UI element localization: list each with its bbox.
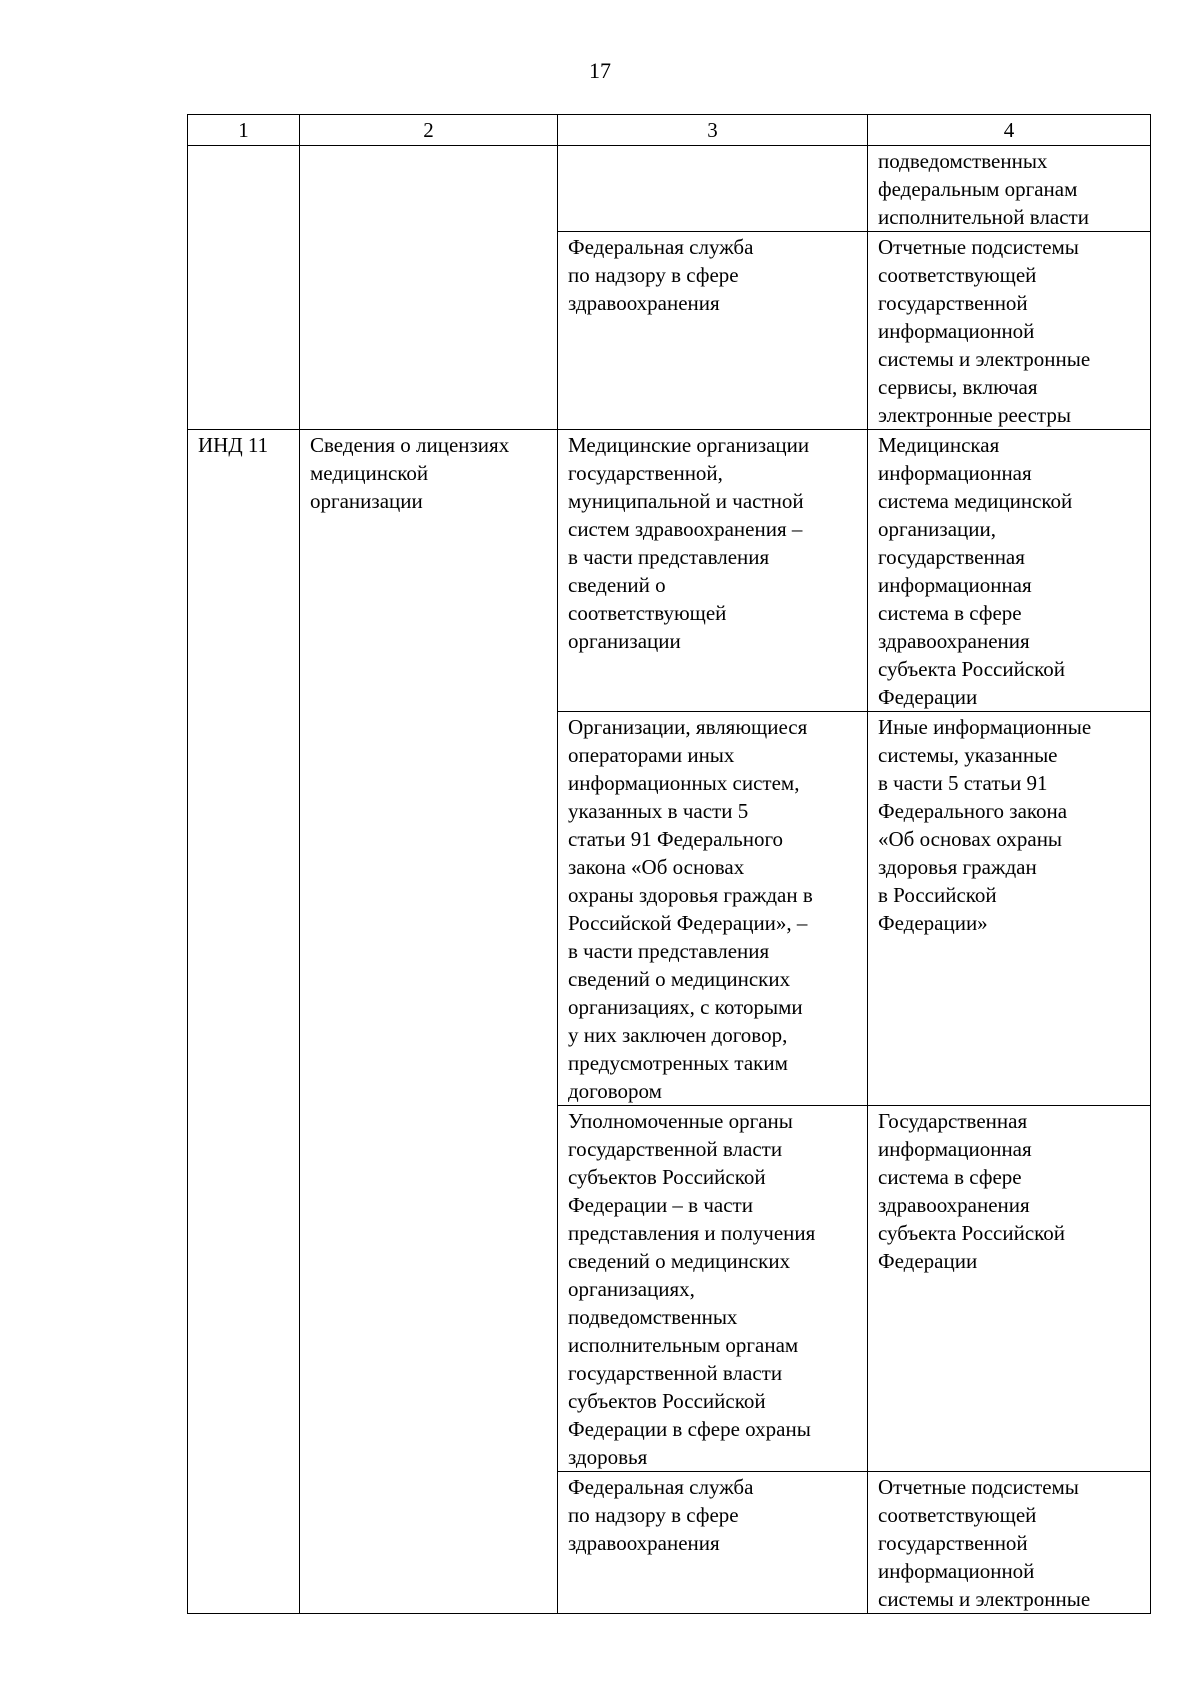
column-header-4: 4: [868, 115, 1151, 146]
cell-text: Федеральная служба по надзору в сфере здравоохранения: [568, 235, 754, 315]
table-cell-empty: [300, 146, 558, 430]
cell-text: Медицинские организации государственной, муниципальной и частной систем здравоохранения – в части представления сведений о соответствующей организации: [568, 433, 810, 653]
data-table: [187, 114, 1151, 1614]
cell-text: Сведения о лицензиях медицинской организации: [310, 433, 510, 513]
table-cell-source: [558, 146, 868, 232]
table-header-row: [188, 115, 1151, 146]
page-number: 17: [589, 58, 611, 83]
table-cell-empty: [188, 146, 300, 430]
cell-text: Уполномоченные органы государственной власти субъектов Российской Федерации – в части представления и получения сведений о медицинских организациях, подведомственных исполнительным органам государственной власти субъектов Российской Федерации в сфере охраны здоровья: [568, 1109, 816, 1469]
table-cell-source: [558, 712, 868, 1106]
cell-text: Организации, являющиеся операторами иных информационных систем, указанных в части 5 статьи 91 Федерального закона «Об основах охраны здоровья граждан в Российской Федерации», – в части представления сведений о медицинских организациях, с которыми у них заключен договор, предусмотренных таким договором: [568, 715, 813, 1103]
table-cell-source: [558, 1472, 868, 1614]
table-cell-system: [868, 1472, 1151, 1614]
table-row: [188, 430, 1151, 712]
column-header-3: 3: [558, 115, 868, 146]
cell-text: подведомственных федеральным органам исполнительной власти: [878, 149, 1089, 229]
column-header-1: 1: [188, 115, 300, 146]
cell-text: Федеральная служба по надзору в сфере здравоохранения: [568, 1475, 754, 1555]
cell-text: Медицинская информационная система медицинской организации, государственная информационная система в сфере здравоохранения субъекта Российской Федерации: [878, 433, 1073, 709]
table-cell-source: [558, 1106, 868, 1472]
table-cell-system: [868, 232, 1151, 430]
table-row: [188, 146, 1151, 232]
table-cell-source: [558, 232, 868, 430]
cell-text: Государственная информационная система в сфере здравоохранения субъекта Российской Федерации: [878, 1109, 1066, 1273]
table-cell-system: [868, 430, 1151, 712]
cell-text: Иные информационные системы, указанные в части 5 статьи 91 Федерального закона «Об основах охраны здоровья граждан в Российской Федерации»: [878, 715, 1092, 935]
column-header-2: 2: [300, 115, 558, 146]
cell-text: Отчетные подсистемы соответствующей государственной информационной системы и электронные: [878, 1475, 1091, 1611]
cell-text: ИНД 11: [198, 433, 269, 457]
table-cell-indicator-name: [300, 430, 558, 1614]
table-cell-system: [868, 146, 1151, 232]
table-cell-system: [868, 1106, 1151, 1472]
table-cell-indicator-code: [188, 430, 300, 1614]
table-cell-system: [868, 712, 1151, 1106]
cell-text: Отчетные подсистемы соответствующей государственной информационной системы и электронные сервисы, включая электронные реестры: [878, 235, 1091, 427]
table-cell-source: [558, 430, 868, 712]
